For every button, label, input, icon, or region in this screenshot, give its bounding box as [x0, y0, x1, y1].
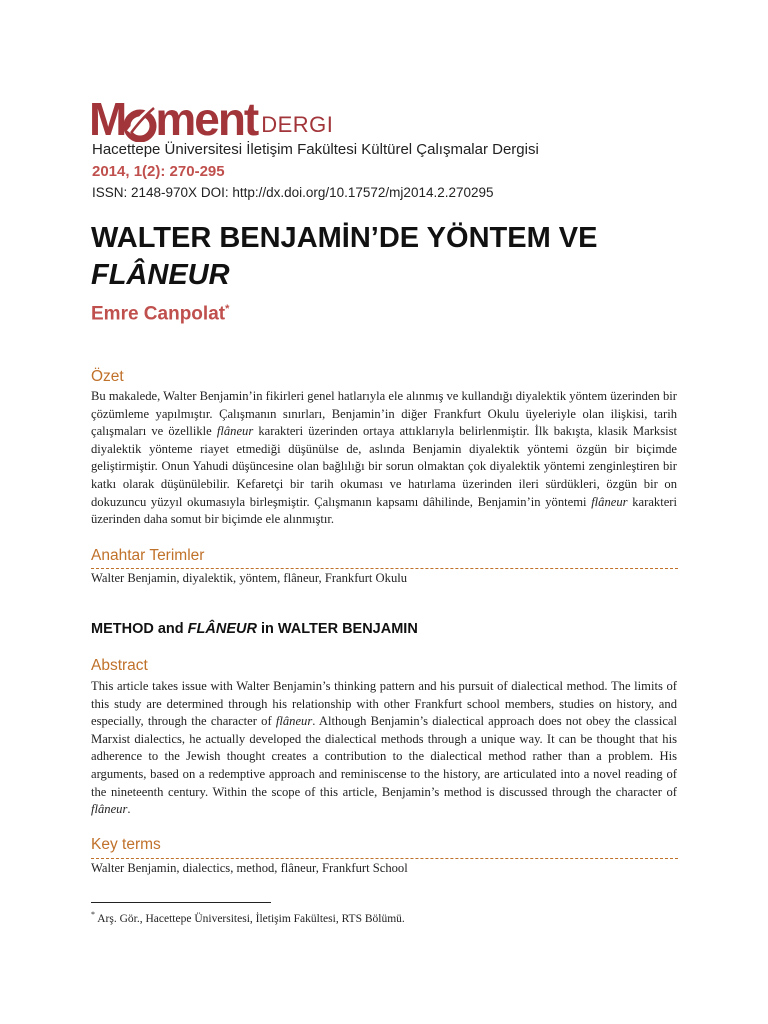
- ozet-text-part: karakteri üzerinden daha somut bir biçimde ele alınmıştır.: [91, 494, 677, 527]
- logo-swoosh-icon: [123, 102, 157, 142]
- journal-logo: [89, 92, 334, 145]
- ozet-text-emphasis: flâneur: [591, 494, 628, 509]
- ozet-text: [91, 388, 677, 529]
- abstract-text-part: This article takes issue with Walter Benjamin’s thinking pattern and his pursuit of dialectical method. The limits of this study are determined through his relationship with other Frankfurt school members, studies on history, and especially, through the character of: [91, 679, 677, 729]
- footnote-text: Arş. Gör., Hacettepe Üniversitesi, İletişim Fakültesi, RTS Bölümü.: [95, 912, 405, 925]
- anahtar-heading: Anahtar Terimler: [91, 547, 205, 564]
- english-title-part: METHOD and: [91, 621, 188, 637]
- footnote-mark: *: [91, 910, 95, 919]
- abstract-heading: Abstract: [91, 657, 148, 674]
- section-divider: [91, 858, 678, 859]
- journal-name: Hacettepe Üniversitesi İletişim Fakültesi Kültürel Çalışmalar Dergisi: [92, 141, 539, 158]
- english-title: [91, 621, 418, 637]
- abstract-text-part: . Although Benjamin’s dialectical approach does not obey the classical Marxist dialectics, he actually developed the dialectical methods through a unique way. It can be thought that his adherence to the Jewish thought creates a contribution to the dialectical method rather than a problem. His arguments, based on a redemptive approach and reminiscense to the history, are articulated into a novel reading of the nineteenth century. Within the scope of this article, Benjamin’s method is discussed through the character of: [91, 714, 678, 799]
- section-divider: [91, 568, 678, 569]
- ozet-text-part: karakteri üzerinden ortaya attıklarıyla belirlenmiştir. İlk bakışta, klasik Marksist diyalektik yönteme riayet etmediği düşünülse de, aslında Benjamin diyalektik yöntemi özgün bir biçimde geliştirmiştir. Onun Yahudi düşüncesine olan bağlılığı bir sorun olmaktan çok diyalektik yöntemi zenginleştiren bir katkı olarak düşünülebilir. Kefaretçi bir tarih okuması ve hatırlama üzerinden ileri sürdükleri, özgün bir on dokuzuncu yüzyıl okumasıyla birleşmiştir. Çalışmanın kapsamı dâhilinde, Benjamin’in yöntemi: [91, 424, 678, 509]
- author-name: [91, 303, 229, 325]
- logo-subtitle: DERGI: [261, 112, 334, 137]
- ozet-text-emphasis: flâneur: [216, 424, 254, 439]
- title-line-1: WALTER BENJAMİN’DE YÖNTEM VE: [91, 222, 598, 254]
- ozet-text-part: Bu makalede, Walter Benjamin’in fikirleri genel hatlarıyla ele alınmış ve kullandığı diyalektik yöntem üzerinden bir çözümleme yapılmıştır. Çalışmanın sınırları, Benjamin’in diğer Frankfurt Okulu üyeleriyle olan ilişkisi, tarih çalışmaları ve özellikle: [91, 389, 677, 439]
- author-footnote-mark: *: [225, 303, 230, 315]
- article-title: [91, 220, 691, 294]
- abstract-text: [91, 678, 677, 819]
- english-title-emphasis: FLÂNEUR: [187, 621, 257, 637]
- abstract-text-part: .: [127, 802, 131, 817]
- footnote-rule: [91, 902, 271, 903]
- title-line-2: FLÂNEUR: [91, 259, 230, 291]
- abstract-text-emphasis: flâneur: [91, 802, 128, 817]
- issn-doi: ISSN: 2148-970X DOI: http://dx.doi.org/10.17572/mj2014.2.270295: [92, 185, 494, 200]
- logo-word: ment: [155, 93, 258, 145]
- author-label: Emre Canpolat: [91, 303, 226, 325]
- keyterms-heading: Key terms: [91, 836, 161, 853]
- key-terms: Walter Benjamin, dialectics, method, flâneur, Frankfurt School: [91, 861, 408, 875]
- anahtar-terms: Walter Benjamin, diyalektik, yöntem, flâneur, Frankfurt Okulu: [91, 571, 408, 585]
- footnote: [91, 910, 405, 925]
- ozet-heading: Özet: [91, 368, 124, 385]
- journal-issue: 2014, 1(2): 270-295: [92, 163, 225, 180]
- logo-letter-m: M: [89, 93, 126, 145]
- abstract-text-emphasis: flâneur: [275, 714, 313, 729]
- english-title-part: in WALTER BENJAMIN: [256, 621, 418, 637]
